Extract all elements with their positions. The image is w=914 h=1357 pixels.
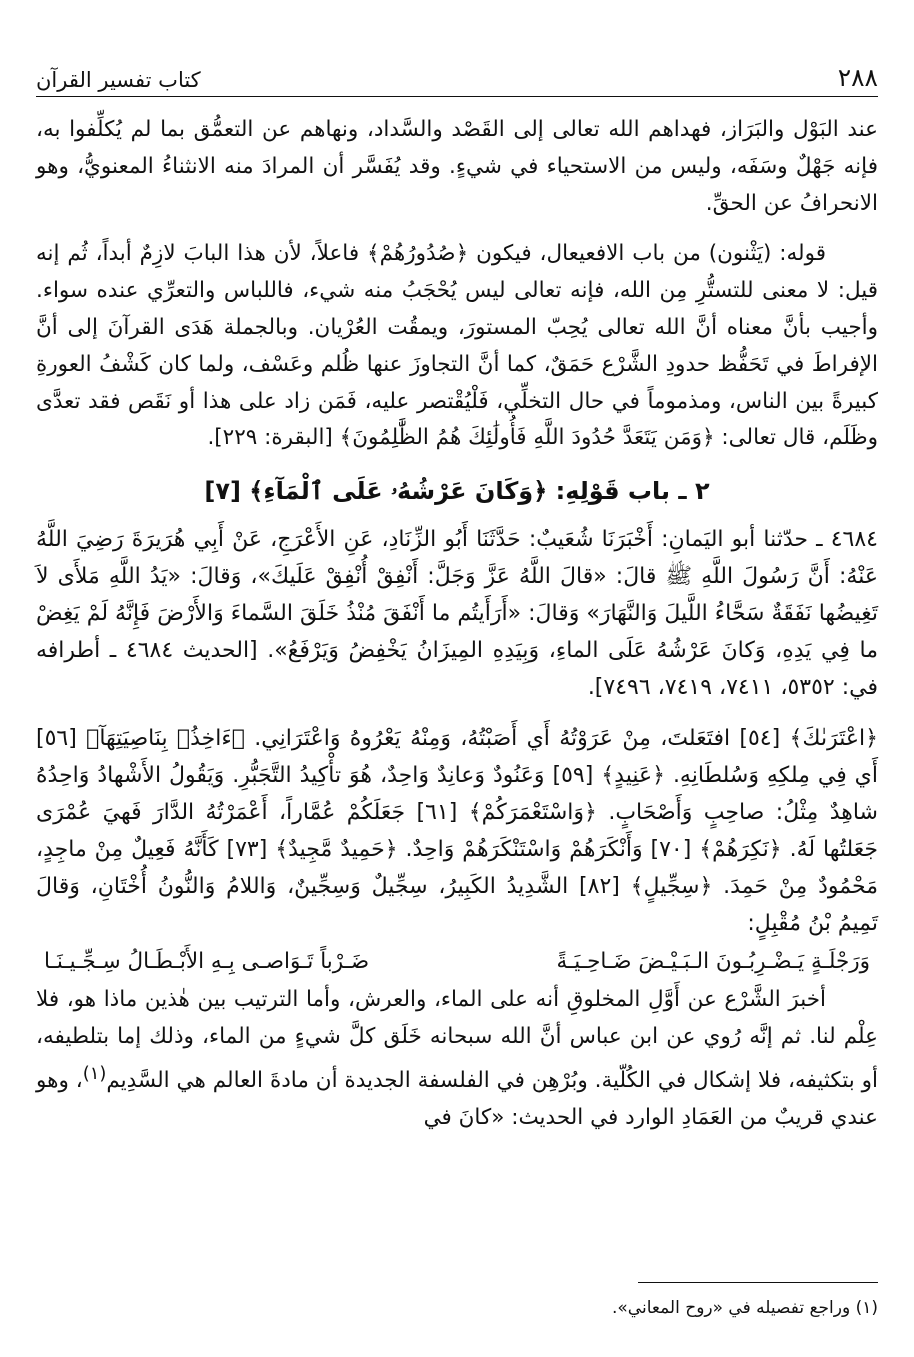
footnote-reference: (١) [82, 1062, 107, 1084]
book-title: كتاب تفسير القرآن [36, 68, 201, 92]
footnote-rule [638, 1282, 878, 1283]
paragraph-gap [36, 706, 878, 720]
hadith-text: ٤٦٨٤ ـ حدّثنا أبو اليَمانِ: أَخْبَرَنَا شُعَيبٌ: حَدَّثَنَا أَبُو الزِّنَادِ، عَنِ الأَعْرَجِ، عَنْ أَبِي هُرَيرَةَ رَضِيَ اللَّهُ عَنْهُ: أَنَّ رَسُولَ اللَّهِ ﷺ قالَ: «قالَ اللَّهُ عَزَّ وَجَلَّ: أَنْفِقْ أُنْفِقْ عَلَيكَ»، وَقالَ: «يَدُ اللَّهِ مَلأَى لاَ تَغِيضُها نَفَقَةٌ سَحَّاءُ اللَّيلَ وَالنَّهَارَ» وَقالَ: «أَرَأَيتُم ما أَنْفَقَ مُنْذُ خَلَقَ السَّماءَ وَالأَرْضَ فَإِنَّهُ لَمْ يَغِضْ ما فِي يَدِهِ، وَكانَ عَرْشُهُ عَلَى الماءِ، وَبِيَدِهِ المِيزَانُ يَخْفِضُ وَيَرْفَعُ». [الحديث ٤٦٨٤ ـ أطرافه في: ٥٣٥٢، ٧٤١١، ٧٤١٩، ٧٤٩٦]. [36, 527, 878, 701]
paragraph-gap [36, 222, 878, 236]
paragraph-1: عند البَوْل والبَرَاز، فهداهم الله تعالى إلى القَصْد والسَّداد، ونهاهم عن التعمُّق بما لم يُكلِّفوا به، فإنه جَهْلٌ وسَفَه، وليس من الاستحياء في شيءٍ. وقد يُفَسَّر أن المرادَ منه الانثناءُ المعنويُّ، وهو الانحرافُ عن الحقِّ. [36, 117, 878, 216]
paragraph-3-end: ، وهو عندي قريبٌ من العَمَادِ الوارد في الحديث: «كانَ في [36, 1067, 878, 1130]
poem-verse [36, 942, 878, 982]
poem-second-hemistich: ضَـرْباً تَـوَاصـى بِـهِ الأَبْـطَـالُ سِـجِّـيـنَـا [44, 949, 370, 975]
footnote-marker: (١) [855, 1298, 878, 1318]
poem-first-hemistich: وَرَجْلَـةٍ يَـضْـرِبُـونَ الـبَـيْـضَ ضَـاحِـيَـةً [556, 949, 870, 975]
paragraph-3 [36, 982, 878, 1136]
footnote-text: وراجع تفصيله في «روح المعاني». [612, 1298, 851, 1318]
chapter-heading: ٢ ـ باب قَوْلِهِ: ﴿وَكَانَ عَرْشُهُۥ عَلَى ٱلْمَآءِ﴾ [٧] [204, 477, 710, 506]
footnote [36, 1294, 878, 1322]
paragraph-2: قوله: (يَثْنون) من باب الافعيعال، فيكون ﴿صُدُورُهُمْ﴾ فاعلاً، لأن هذا البابَ لازِمٌ أبداً، ثُم إنه قيل: لا معنى للتستُّرِ مِن الله، فإنه تعالى ليس يُحْجَبُ منه شيء، فاللباس والتعرِّي عنده سواء. وأجيب بأنَّ معناه أنَّ الله تعالى يُحِبّ المستورَ، ويمقُت العُرْيان. وبالجملة هَدَى القرآنَ إلى أنَّ الإفراطَ في تَحَفُّظ حدودِ الشَّرْع حَمَقٌ، كما أنَّ التجاوزَ عنها ظُلم وعَسْف، ولما كان كَشْفُ العورةِ كبيرةً بين الناس، ومذموماً في حال التخلِّي، فَلْيُقْتصر عليه، فَمَن زاد على هذا أو نَقَص فقد تعدَّى وظَلَم، قال تعالى: ﴿وَمَن يَتَعَدَّ حُدُودَ اللَّهِ فَأُولَٰئِكَ هُمُ الظَّٰلِمُونَ﴾ [البقرة: ٢٢٩]. [36, 241, 878, 451]
page-number: ٢٨٨ [837, 63, 878, 92]
page-header [36, 52, 878, 92]
glossary-text: ﴿اعْتَرَىٰكَ﴾ [٥٤] افتَعَلتَ، مِنْ عَرَوْتُهُ أَي أَصَبْتُهُ، وَمِنْهُ يَعْرُوهُ وَاعْتَرَانِي. ﴿ءَاخِذُۢ بِنَاصِيَتِهَآ﴾ [٥٦] أَي فِي مِلكِهِ وَسُلطَانِهِ. ﴿عَنِيدٍ﴾ [٥٩] وَعَنُودٌ وَعانِدٌ وَاحِدٌ، هُوَ تأْكِيدُ التَّجَبُّرِ. وَيَقُولُ الأَشْهادُ وَاحِدُهُ شاهِدٌ مِثْلُ: صاحِبٍ وَأَصْحَابٍ. ﴿وَاسْتَعْمَرَكُمْ﴾ [٦١] جَعَلَكُمْ عُمَّاراً، أَعْمَرْتُهُ الدَّارَ فَهيَ عُمْرَى جَعَلتُها لَهُ. ﴿نَكِرَهُمْ﴾ [٧٠] وَأَنْكَرَهُمْ وَاسْتَنْكَرَهُمْ وَاحِدٌ. ﴿حَمِيدٌ مَّجِيدٌ﴾ [٧٣] كَأَنَّهُ فَعِيلٌ مِنْ ماجِدٍ، مَحْمُودٌ مِنْ حَمِدَ. ﴿سِجِّيلٍ﴾ [٨٢] الشَّدِيدُ الكَبِيرُ، سِجِّيلٌ وَسِجِّينٌ، وَاللامُ وَالنُّونُ أُخْتَانِ، وَقالَ تَمِيمُ بْنُ مُقْبِلٍ: [36, 726, 878, 937]
page-body [36, 112, 878, 1137]
paragraph-3-text: أخبرَ الشَّرْع عن أَوَّلِ المخلوقِ أنه على الماء، والعرش، وأما الترتيب بين هٰذين ماذا هو، فلا عِلْم لنا. ثم إنَّه رُوي عن ابن عباس أنَّ الله سبحانه خَلَق كلَّ شيءٍ من الماء، وذلك إما بتلطيفه، أو بتكثيفه، فلا إشكال في الكُلّية. وبُرْهِن في الفلسفة الجديدة أن مادةَ العالم هي السَّدِيم [36, 987, 878, 1093]
header-rule [36, 96, 878, 97]
